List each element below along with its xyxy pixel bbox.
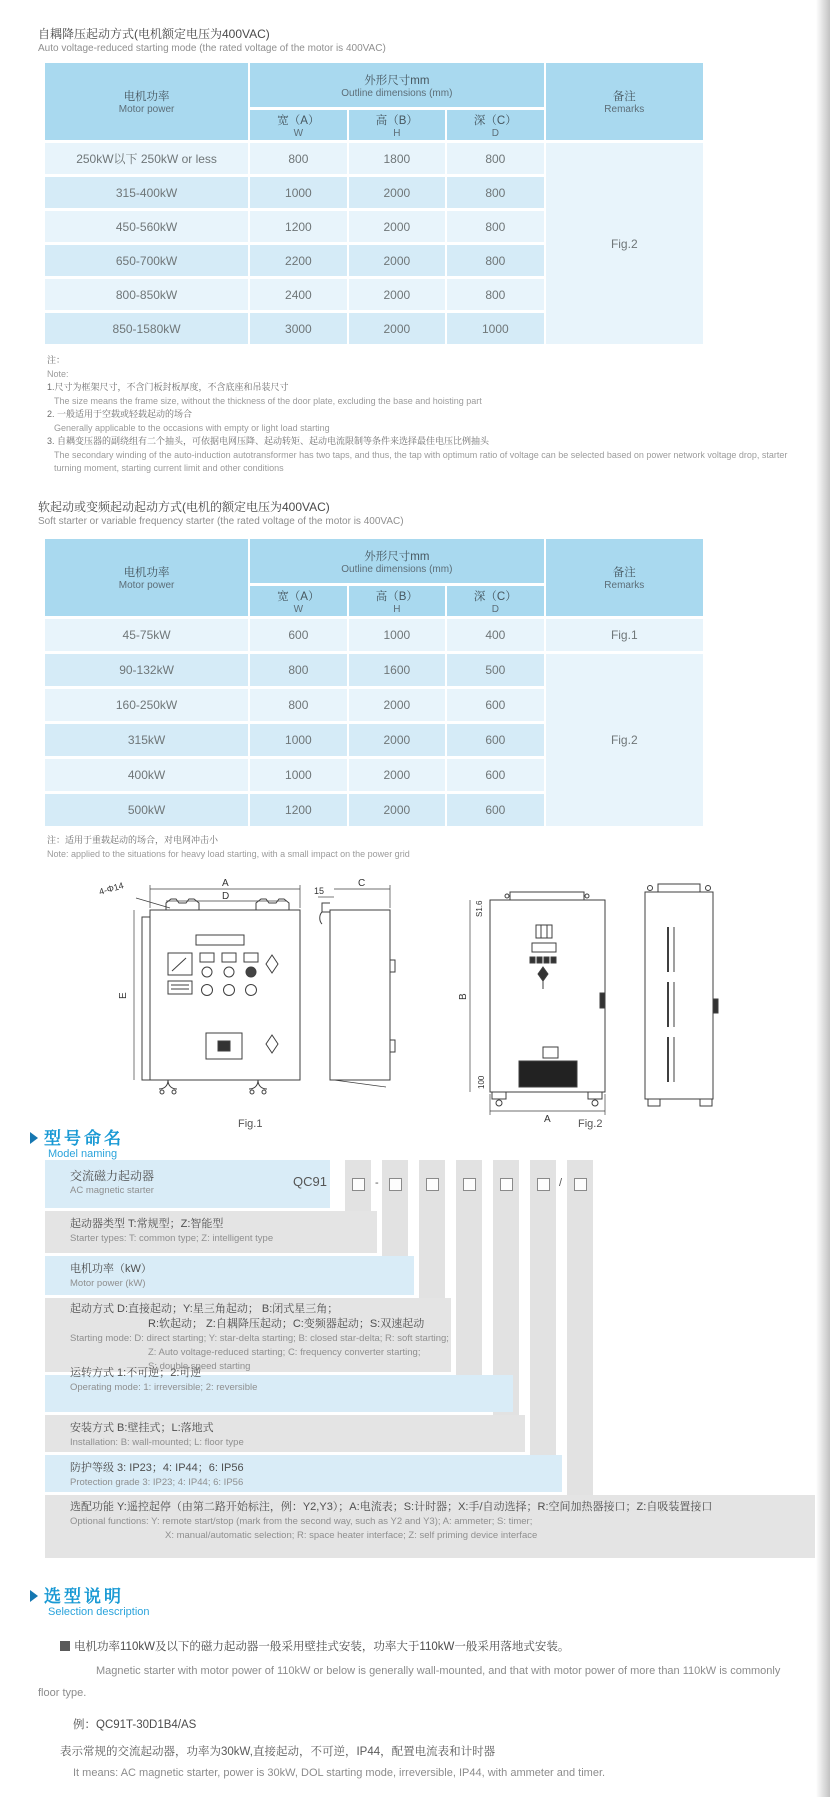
table-row: 160-250kW 800 2000 600: [45, 689, 703, 721]
section2-title-zh: 软起动或变频起动起动方式(电机的额定电压为400VAC): [38, 500, 330, 514]
section2-title-en: Soft starter or variable frequency starter (the rated voltage of the motor is 400VAC): [38, 516, 404, 527]
col-header-remarks: 备注 Remarks: [546, 539, 703, 616]
code-column-6: [530, 1160, 556, 1492]
fig1-dim-15-label: 15: [314, 886, 325, 896]
selection-body: [38, 1638, 798, 1780]
note-line: 2. 一般适用于空载或轻载起动的场合: [47, 409, 193, 419]
col-header-width: 宽（A） W: [250, 110, 346, 140]
code-box: [389, 1178, 402, 1191]
table-row: 650-700kW 2200 2000 800: [45, 245, 703, 276]
section-arrow-icon: [30, 1590, 38, 1602]
remark-fig2: Fig.2: [546, 143, 703, 344]
table1-notes: [47, 354, 799, 476]
table-row: 450-560kW 1200 2000 800: [45, 211, 703, 242]
fig1-dim-a-label: A: [222, 878, 229, 889]
col-header-height: 高（B） H: [349, 110, 445, 140]
selection-example-code: 例：QC91T-30D1B4/AS: [73, 1719, 197, 1731]
fig1-hole-label: 4-Φ14: [97, 880, 125, 897]
naming-row-product: 交流磁力起动器 AC magnetic starter: [45, 1160, 330, 1208]
col-header-width: 宽（A） W: [250, 586, 346, 616]
fig1-front-view: [134, 885, 300, 1094]
code-box: [500, 1178, 513, 1191]
fig1-side-view: [318, 885, 395, 1087]
auto-voltage-table: [43, 60, 705, 347]
code-box: [537, 1178, 550, 1191]
naming-row-protection-grade: 防护等级 3: IP23；4: IP44；6: IP56 Protection grade 3: IP23; 4: IP44; 6: IP56: [45, 1455, 562, 1492]
table2-note: [47, 834, 410, 861]
remark-fig2: Fig.2: [546, 654, 703, 826]
selection-example-zh: 表示常规的交流起动器，功率为30kW,直接起动，不可逆，IP44，配置电流表和计时器: [60, 1746, 496, 1758]
note-label-zh: 注：: [47, 355, 66, 365]
code-box: [352, 1178, 365, 1191]
fig1-dim-d-label: D: [222, 891, 230, 902]
note-line: 3. 自耦变压器的副绕组有二个抽头，可依据电网压降、起动转矩、起动电流限制等条件来选择最佳电压比例抽头: [47, 436, 490, 446]
soft-starter-table: [43, 536, 705, 829]
table-row: 90-132kW 800 1600 500 Fig.2: [45, 654, 703, 686]
base-model-code: QC91: [293, 1174, 327, 1189]
col-header-remarks: 备注 Remarks: [546, 63, 703, 140]
fig2-caption: Fig.2: [578, 1118, 603, 1130]
col-header-motor-power: 电机功率 Motor power: [45, 539, 248, 616]
note-line: 注：适用于重载起动的场合，对电网冲击小: [47, 835, 219, 845]
fig2-front-view: [470, 892, 605, 1115]
selection-paragraph-zh: 电机功率110kW及以下的磁力起动器一般采用壁挂式安装，功率大于110kW一般采用落地式安装。: [60, 1638, 798, 1654]
table-row: 315kW 1000 2000 600: [45, 724, 703, 756]
table-row: 800-850kW 2400 2000 800: [45, 279, 703, 310]
note-line: Note: applied to the situations for heavy load starting, with a small impact on the power grid: [47, 848, 410, 859]
table-row: 400kW 1000 2000 600: [45, 759, 703, 791]
remark-fig1: Fig.1: [546, 619, 703, 651]
selection-header-en: Selection description: [48, 1606, 150, 1618]
note-line: 1.尺寸为框架尺寸，不含门板封板厚度，不含底座和吊装尺寸: [47, 382, 289, 392]
fig1-dim-c-label: C: [358, 878, 366, 889]
note-line: Generally applicable to the occasions with empty or light load starting: [54, 422, 330, 433]
naming-row-operating-mode: 运转方式 1:不可逆；2:可逆 Operating mode: 1: irreversible; 2: reversible: [45, 1375, 513, 1412]
fig2-dim-s-label: S1.6: [475, 900, 484, 917]
section-arrow-icon: [30, 1132, 38, 1144]
technical-drawings: [0, 875, 830, 1125]
selection-paragraph-en: Magnetic starter with motor power of 110kW or below is generally wall-mounted, and that with motor power of more than 110kW is commonly floor type.: [38, 1665, 781, 1699]
col-header-depth: 深（C） D: [447, 586, 543, 616]
note-line: The size means the frame size, without the thickness of the door plate, excluding the base and hoisting part: [54, 395, 482, 406]
col-header-outline: 外形尺寸mm Outline dimensions (mm): [250, 539, 543, 583]
code-box: [426, 1178, 439, 1191]
fig2-dim-100-label: 100: [477, 1075, 486, 1089]
table-row: 500kW 1200 2000 600: [45, 794, 703, 826]
table-row: 850-1580kW 3000 2000 1000: [45, 313, 703, 344]
table-row: 315-400kW 1000 2000 800: [45, 177, 703, 208]
fig2-side-view: [645, 884, 718, 1106]
square-bullet-icon: [60, 1641, 70, 1651]
naming-row-motor-power: 电机功率（kW） Motor power (kW): [45, 1256, 414, 1295]
model-naming-header-en: Model naming: [48, 1148, 118, 1160]
fig1-dim-e-label: E: [118, 992, 129, 999]
col-header-outline: 外形尺寸mm Outline dimensions (mm): [250, 63, 543, 107]
code-box: [574, 1178, 587, 1191]
selection-example-en: It means: AC magnetic starter, power is 30kW, DOL starting mode, irreversible, IP44, with ammeter and timer.: [73, 1767, 606, 1779]
fig2-dim-a-label: A: [544, 1114, 551, 1125]
model-naming-header: 型号命名: [30, 1124, 124, 1149]
fig1-caption: Fig.1: [238, 1118, 263, 1130]
col-header-motor-power: 电机功率 Motor power: [45, 63, 248, 140]
naming-row-installation: 安装方式 B:壁挂式；L:落地式 Installation: B: wall-mounted; L: floor type: [45, 1415, 525, 1452]
note-label-en: Note:: [47, 368, 69, 379]
naming-row-starting-mode: 起动方式 D:直接起动；Y:星三角起动； B:闭式星三角； R:软起动； Z:自耦降压起动；C:变频器起动；S:双速起动 Starting mode: D: direct starting; Y: star-delta starting; B: closed star-delta; R: soft starting; Z: Auto voltage-reduced starting; C: frequency converter starting; S: double speed starting: [45, 1298, 451, 1372]
code-box: [463, 1178, 476, 1191]
model-naming-matrix: 交流磁力起动器 AC magnetic starter 起动器类型 T:常规型；Z:智能型 Starter types: T: common type; Z: intelligent type 电机功率（kW） Motor power (kW) 起动方式 D:直接起动；Y:星三角起动； B:闭式星三角； R:软起动； Z:自耦降压起动；C:变频器起动；S:双速起动 Starting mode: D: direct starting; Y: star-delta starting; B: closed star-delta; R: soft starting; Z: Auto voltage-reduced starting; C: frequency converter starting; S: double speed starting 运转方式 1:不可逆；2:可逆 Operating mode: 1: irreversible; 2: reversible 安装方式 B:壁挂式；L:落地式 Installation: B: wall-mounted; L: floor type 防护等级 3: IP23；4: IP44；6: IP56 Protection grade 3: IP23; 4: IP44; 6: IP56 选配功能 Y:遥控起停（由第二路开始标注，例：Y2,Y3）；A:电流表；S:计时器；X:手/自动选择；R:空间加热器接口；Z:自吸装置接口 Optional functions: Y: remote start/stop (mark from the second way, such as Y2 and Y3); A: ammeter; S: timer; X: manual/automatic selection; R: space heater interface; Z: self priming device interface QC91 - /: [45, 1160, 815, 1560]
naming-row-starter-type: 起动器类型 T:常规型；Z:智能型 Starter types: T: common type; Z: intelligent type: [45, 1211, 377, 1253]
naming-row-optional-functions: 选配功能 Y:遥控起停（由第二路开始标注，例：Y2,Y3）；A:电流表；S:计时器；X:手/自动选择；R:空间加热器接口；Z:自吸装置接口 Optional functions: Y: remote start/stop (mark from the second way, such as Y2 and Y3); A: ammeter; S: timer; X: manual/automatic selection; R: space heater interface; Z: self priming device interface: [45, 1495, 815, 1558]
note-line: The secondary winding of the auto-induction autotransformer has two taps, and thus, the tap with optimum ratio of voltage can be selected based on power network voltage drop, starter turning moment, starting current limit and other conditions: [54, 449, 788, 473]
col-header-depth: 深（C） D: [447, 110, 543, 140]
fig2-dim-b-label: B: [458, 993, 469, 1000]
col-header-height: 高（B） H: [349, 586, 445, 616]
table-row: 45-75kW 600 1000 400 Fig.1: [45, 619, 703, 651]
selection-header: 选型说明: [30, 1582, 124, 1607]
section1-title-en: Auto voltage-reduced starting mode (the rated voltage of the motor is 400VAC): [38, 43, 386, 54]
section1-title-zh: 自耦降压起动方式(电机额定电压为400VAC): [38, 27, 270, 41]
table-row: 250kW以下 250kW or less 800 1800 800 Fig.2: [45, 143, 703, 174]
